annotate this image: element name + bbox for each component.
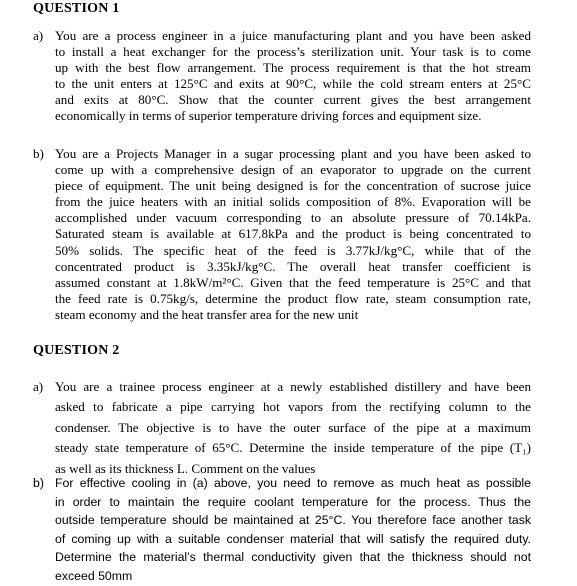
question-1-part-a [33,28,531,125]
text-line: in order to maintain the require coolant temperature for the process. Thus the [55,494,531,509]
text-line: You are a process engineer in a juice manufacturing plant and you have been asked [55,28,531,43]
text-line: exceed 50mm [55,568,133,583]
part-marker: b) [33,476,44,490]
part-marker: a) [33,379,44,394]
part-text [55,28,531,125]
text-line: to the unit enters at 125°C and exits at 90°C, while the cold stream enters at 25°C [55,76,531,92]
text-line: as well as its thickness L. Comment on the values [55,460,316,476]
text-line: Determine the material’s thermal conductivity given that the thickness should not [55,550,531,565]
question-2-heading: QUESTION 2 [33,343,120,358]
text-line: concentrated product is 3.35kJ/kg°C. The overall heat transfer coefficient is [55,258,531,274]
text-line: condenser. The objective is to have the outer surface of the pipe at a maximum [55,419,531,435]
text-line: up with the best flow arrangement. The process requirement is that the hot stream [55,60,531,76]
text-line: piece of equipment. The unit being designed is for the concentration of sucrose juice [55,178,531,194]
part-text [55,377,531,479]
text-line: outside temperature should be maintained at 25°C. You therefore face another task [55,513,531,528]
part-marker: b) [33,146,44,161]
text-line: and exits at 80°C. Show that the counter current gives the best arrangement [55,92,531,108]
part-text [55,146,531,323]
part-text [55,474,531,586]
text-line: Saturated steam is available at 617.8kPa and the product is being concentrated to [55,226,531,242]
part-marker: a) [33,28,44,43]
text-line: You are a trainee process engineer at a newly established distillery and have been [55,379,531,394]
text-line: asked to fabricate a pipe carrying hot vapors from the rectifying column to the [55,399,531,415]
question-2-part-b [33,474,531,586]
text-line: For effective cooling in (a) above, you need to remove as much heat as possible [55,476,531,490]
text-line: steady state temperature of 65°C. Determine the inside temperature of the pipe (T₁) [55,440,531,456]
text-line: of coming up with a suitable condenser material that will satisfy the required duty. [55,531,531,546]
text-line: accomplished under vacuum corresponding to an absolute pressure of 70.14kPa. [55,210,531,226]
text-line: You are a Projects Manager in a sugar processing plant and you have been asked to [55,146,531,161]
text-line: the feed rate is 0.75kg/s, determine the product flow rate, steam consumption rate, [55,290,531,306]
text-line: from the juice heaters with an initial solids composition of 8%. Evaporation will be [55,194,531,210]
question-2-part-a [33,377,531,479]
text-line: assumed constant at 1.8kW/m²°C. Given that the feed temperature is 25°C and that [55,274,531,290]
text-line: to install a heat exchanger for the process’s sterilization unit. Your task is to come [55,44,531,60]
text-line: come up with a comprehensive design of an evaporator to upgrade on the current [55,162,531,178]
question-1-part-b [33,146,531,323]
text-line: steam economy and the heat transfer area for the new unit [55,306,359,322]
question-1-heading: QUESTION 1 [33,1,120,16]
text-line: 50% solids. The specific heat of the feed is 3.77kJ/kg°C, while that of the [55,242,531,258]
text-line: economically in terms of superior temperature driving forces and equipment size. [55,108,482,124]
